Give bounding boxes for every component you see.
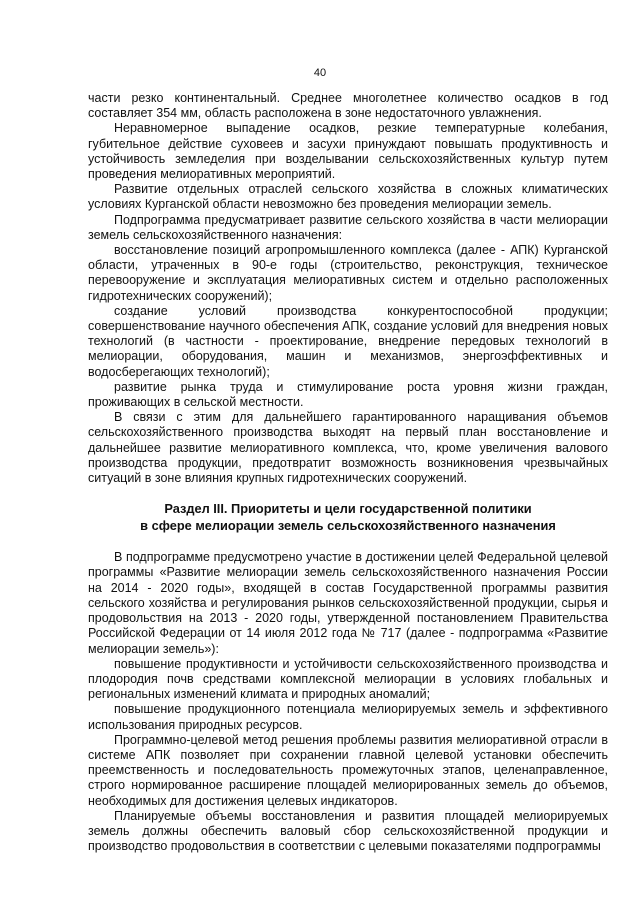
- list-item: совершенствование научного обеспечения АПК, создание условий для внедрения новых технологий (в частности - проектирование, внедрение передовых технологий в мелиорации, оборудования, машин и механизмов, энергоэффективных и водосберегающих технологий);: [88, 319, 608, 379]
- paragraph: Неравномерное выпадение осадков, резкие температурные колебания, губительное действие суховеев и засухи принуждают повышать продуктивность и устойчивость земледелия при возделывании сельскохозяйственных культур путем проведения мелиоративных мероприятий.: [88, 121, 608, 182]
- list-item: восстановление позиций агропромышленного комплекса (далее - АПК) Курганской области, утраченных в 90-е годы (строительство, реконструкция, техническое перевооружение и эксплуатация мелиоративных систем и отдельно расположенных гидротехнических сооружений);: [88, 243, 608, 303]
- paragraph: В связи с этим для дальнейшего гарантированного наращивания объемов сельскохозяйственного производства выходят на первый план восстановление и дальнейшее развитие мелиоративного комплекса, что, кроме увеличения валового производства продукции, предотвратит возможность возникновения чрезвычайных ситуаций в зоне влияния крупных гидротехнических сооружений.: [88, 410, 608, 486]
- document-body: [88, 91, 608, 854]
- paragraph: Развитие отдельных отраслей сельского хозяйства в сложных климатических условиях Курганской области невозможно без проведения мелиорации земель.: [88, 182, 608, 212]
- page-number: 40: [313, 67, 327, 79]
- paragraph: В подпрограмме предусмотрено участие в достижении целей Федеральной целевой программы «Развитие мелиорации земель сельскохозяйственного назначения России на 2014 - 2020 годы», входящей в состав Государственной программы развития сельского хозяйства и регулирования рынков сельскохозяйственной продукции, сырья и продовольствия на 2013 - 2020 годы, утвержденной постановлением Правительства Российской Федерации от 14 июля 2012 года № 717 (далее - подпрограмма «Развитие мелиорации земель»):: [88, 550, 608, 656]
- paragraph: Подпрограмма предусматривает развитие сельского хозяйства в части мелиорации земель сельскохозяйственного назначения:: [88, 212, 608, 242]
- section-heading-line2: в сфере мелиорации земель сельскохозяйственного назначения: [140, 518, 556, 534]
- list-item: повышение продукционного потенциала мелиорируемых земель и эффективного использования природных ресурсов.: [88, 702, 608, 732]
- paragraph: части резко континентальный. Среднее многолетнее количество осадков в год составляет 354 мм, область расположена в зоне недостаточного увлажнения.: [88, 91, 608, 121]
- section-heading-line1: Раздел III. Приоритеты и цели государственной политики: [164, 501, 532, 517]
- list-item: развитие рынка труда и стимулирование роста уровня жизни граждан, проживающих в сельской местности.: [88, 379, 608, 410]
- list-item: создание условий производства конкурентоспособной продукции;: [114, 303, 608, 318]
- list-item: повышение продуктивности и устойчивости сельскохозяйственного производства и плодородия почв средствами комплексной мелиорации в условиях глобальных и региональных изменений климата и природных аномалий;: [88, 656, 608, 702]
- paragraph: Планируемые объемы восстановления и развития площадей мелиорируемых земель должны обеспечить валовый сбор сельскохозяйственной продукции и производство продовольствия в соответствии с целевыми показателями подпрограммы: [88, 808, 608, 854]
- paragraph: Программно-целевой метод решения проблемы развития мелиоративной отрасли в системе АПК позволяет при сохранении главной целевой установки обеспечить преемственность и последовательность промежуточных этапов, целенаправленное, строго нормированное расширение площадей мелиорированных земель до объемов, необходимых для достижения целевых индикаторов.: [88, 732, 608, 808]
- section-heading: [88, 500, 608, 534]
